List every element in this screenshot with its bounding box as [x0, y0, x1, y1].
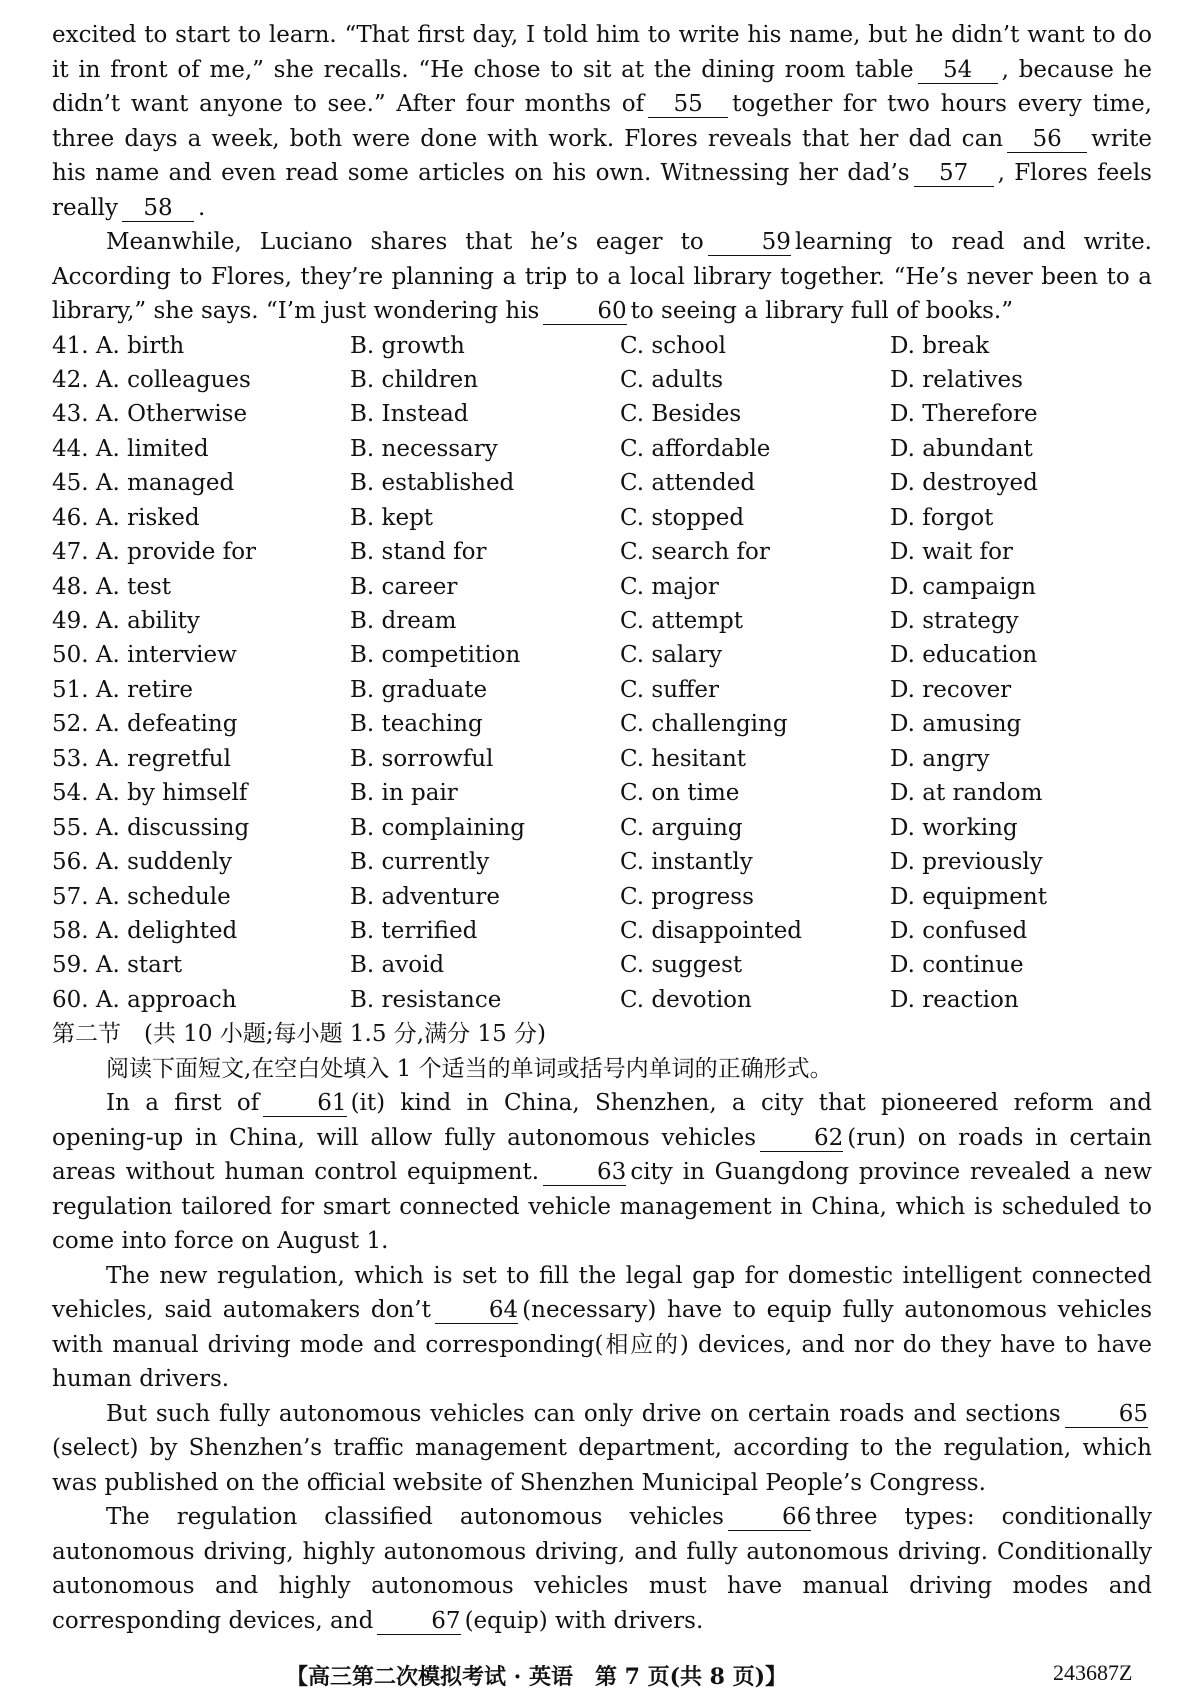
- option-b[interactable]: B. sorrowful: [350, 745, 494, 772]
- option-c[interactable]: C. hesitant: [620, 745, 746, 772]
- option-row: [52, 432, 1152, 466]
- option-a[interactable]: 51. A. retire: [52, 676, 193, 703]
- answer-blank-62[interactable]: 62: [760, 1125, 843, 1152]
- option-c[interactable]: C. suffer: [620, 676, 719, 703]
- option-a[interactable]: 44. A. limited: [52, 435, 209, 462]
- option-d[interactable]: D. abundant: [890, 435, 1033, 462]
- option-a[interactable]: 56. A. suddenly: [52, 849, 232, 876]
- option-a[interactable]: 54. A. by himself: [52, 780, 248, 807]
- option-a[interactable]: 59. A. start: [52, 952, 183, 979]
- option-row: [52, 845, 1152, 879]
- passage-paragraph: [52, 225, 1152, 329]
- answer-blank-54[interactable]: 54: [918, 57, 998, 84]
- option-b[interactable]: B. complaining: [350, 814, 525, 841]
- option-c[interactable]: C. adults: [620, 366, 724, 393]
- option-d[interactable]: D. campaign: [890, 573, 1036, 600]
- answer-blank-56[interactable]: 56: [1007, 126, 1087, 153]
- option-a[interactable]: 41. A. birth: [52, 332, 185, 359]
- passage-paragraph: [52, 1086, 1152, 1259]
- answer-blank-61[interactable]: 61: [263, 1090, 346, 1117]
- option-c[interactable]: C. affordable: [620, 435, 771, 462]
- answer-blank-58[interactable]: 58: [122, 195, 194, 222]
- option-c[interactable]: C. salary: [620, 642, 722, 669]
- option-row: [52, 948, 1152, 982]
- option-d[interactable]: D. break: [890, 332, 990, 359]
- passage-text: learning to read and write. According to Flores, they’re planning a trip to a local library together. “He’s never been to a library,” she says. “I’m just wondering his: [52, 229, 1152, 324]
- option-d[interactable]: D. education: [890, 642, 1038, 669]
- option-b[interactable]: B. adventure: [350, 883, 501, 910]
- footer-code: 243687Z: [1053, 1660, 1133, 1685]
- option-c[interactable]: C. attempt: [620, 608, 743, 634]
- option-c[interactable]: C. attended: [620, 470, 756, 497]
- option-row: [52, 914, 1152, 948]
- options-list: [52, 329, 1152, 1018]
- option-row: [52, 501, 1152, 535]
- option-c[interactable]: C. school: [620, 332, 726, 359]
- passage-paragraph: [52, 1397, 1152, 1501]
- passage-paragraph: [52, 18, 1152, 225]
- option-d[interactable]: D. amusing: [890, 711, 1022, 738]
- passage-text: excited to start to learn. “That first day, I told him to write his name, but he didn’t want to do it in front of me,” she recalls. “He chose to sit at the dining room table: [52, 22, 1152, 83]
- option-row: [52, 570, 1152, 604]
- option-d[interactable]: D. recover: [890, 676, 1012, 703]
- option-c[interactable]: C. on time: [620, 780, 740, 807]
- answer-blank-63[interactable]: 63: [543, 1159, 626, 1186]
- option-row: [52, 604, 1152, 638]
- answer-blank-59[interactable]: 59: [708, 229, 791, 256]
- passage-text: But such fully autonomous vehicles can only drive on certain roads and sections: [106, 1400, 1061, 1427]
- option-c[interactable]: C. search for: [620, 539, 770, 566]
- option-b[interactable]: B. necessary: [350, 435, 498, 462]
- option-d[interactable]: D. at random: [890, 780, 1043, 807]
- option-c[interactable]: C. instantly: [620, 849, 753, 876]
- option-b[interactable]: B. dream: [350, 608, 457, 634]
- option-b[interactable]: B. stand for: [350, 539, 487, 566]
- passage-text: The regulation classified autonomous vehicles: [106, 1504, 724, 1531]
- option-b[interactable]: B. established: [350, 470, 515, 497]
- passage-text: (necessary) have to equip fully autonomous vehicles with manual driving mode and corresponding(相应的) devices, and nor do they have to have human drivers.: [52, 1297, 1152, 1393]
- option-a[interactable]: 52. A. defeating: [52, 711, 238, 738]
- passage-text: (equip) with drivers.: [464, 1607, 704, 1634]
- option-row: [52, 811, 1152, 845]
- option-row: [52, 397, 1152, 431]
- option-d[interactable]: D. equipment: [890, 883, 1047, 910]
- section-heading: 第二节 (共 10 小题;每小题 1.5 分,满分 15 分): [52, 1021, 546, 1048]
- option-d[interactable]: D. strategy: [890, 608, 1019, 634]
- passage-text: , because he didn’t want anyone to see.” After four months of: [52, 56, 1153, 117]
- option-b[interactable]: B. career: [350, 573, 458, 600]
- option-d[interactable]: D. destroyed: [890, 470, 1038, 497]
- option-c[interactable]: C. disappointed: [620, 917, 803, 944]
- option-a[interactable]: 50. A. interview: [52, 642, 237, 669]
- option-b[interactable]: B. avoid: [350, 952, 445, 979]
- answer-blank-66[interactable]: 66: [728, 1504, 811, 1531]
- option-b[interactable]: B. children: [350, 366, 479, 393]
- option-c[interactable]: C. stopped: [620, 504, 745, 531]
- option-d[interactable]: D. previously: [890, 849, 1043, 876]
- option-row: [52, 983, 1152, 1017]
- option-row: [52, 880, 1152, 914]
- option-a[interactable]: 60. A. approach: [52, 986, 237, 1013]
- option-a[interactable]: 49. A. ability: [52, 608, 200, 634]
- passage-text: write his name and even read some articles on his own. Witnessing her dad’s: [52, 125, 1152, 186]
- exam-page: [52, 18, 1152, 1638]
- option-c[interactable]: C. Besides: [620, 401, 742, 428]
- option-d[interactable]: D. relatives: [890, 366, 1023, 393]
- option-c[interactable]: C. challenging: [620, 711, 788, 738]
- option-a[interactable]: 45. A. managed: [52, 470, 235, 497]
- answer-blank-64[interactable]: 64: [435, 1297, 518, 1324]
- option-row: [52, 707, 1152, 741]
- option-row: [52, 363, 1152, 397]
- footer-title: 【高三第二次模拟考试 · 英语 第 7 页(共 8 页)】: [286, 1664, 788, 1690]
- page-footer: [0, 1660, 1200, 1694]
- option-row: [52, 535, 1152, 569]
- option-d[interactable]: D. continue: [890, 952, 1024, 979]
- option-d[interactable]: D. angry: [890, 745, 990, 772]
- answer-blank-60[interactable]: 60: [543, 298, 626, 325]
- answer-blank-65[interactable]: 65: [1065, 1401, 1148, 1428]
- passage-text: to seeing a library full of books.”: [630, 298, 1013, 324]
- option-row: [52, 742, 1152, 776]
- option-d[interactable]: D. wait for: [890, 539, 1013, 566]
- passage-text: (select) by Shenzhen’s traffic management department, according to the regulation, which was published on the official website of Shenzhen Municipal People’s Congress.: [52, 1435, 1152, 1496]
- option-row: [52, 776, 1152, 810]
- option-a[interactable]: 42. A. colleagues: [52, 366, 251, 393]
- passage-text: , Flores feels really: [52, 160, 1152, 221]
- option-c[interactable]: C. arguing: [620, 814, 743, 841]
- passage-text: together for two hours every time, three days a week, both were done with work. Flores reveals that her dad can: [52, 91, 1152, 152]
- passage-text: city in Guangdong province revealed a new regulation tailored for smart connected vehicle management in China, which is scheduled to come into force on August 1.: [52, 1159, 1152, 1255]
- option-c[interactable]: C. progress: [620, 883, 754, 910]
- option-row: [52, 673, 1152, 707]
- passage-paragraph: [52, 1500, 1152, 1638]
- option-a[interactable]: 43. A. Otherwise: [52, 401, 248, 428]
- passage-text: The new regulation, which is set to fill the legal gap for domestic intelligent connected vehicles, said automakers don’t: [52, 1262, 1152, 1324]
- section-instruction: 阅读下面短文,在空白处填入 1 个适当的单词或括号内单词的正确形式。: [106, 1055, 833, 1082]
- passage-paragraph: [52, 1259, 1152, 1397]
- option-row: [52, 638, 1152, 672]
- option-b[interactable]: B. resistance: [350, 986, 502, 1013]
- passage-text: In a first of: [106, 1090, 260, 1117]
- option-c[interactable]: C. devotion: [620, 986, 752, 1013]
- option-a[interactable]: 48. A. test: [52, 573, 172, 600]
- option-d[interactable]: D. confused: [890, 917, 1028, 944]
- option-b[interactable]: B. in pair: [350, 780, 458, 807]
- passage-text: three types: conditionally autonomous driving, highly autonomous driving, and fully autonomous driving. Conditionally autonomous and highly autonomous vehicles must have manual driving modes and corresponding devices, and: [52, 1504, 1152, 1634]
- option-c[interactable]: C. major: [620, 573, 719, 600]
- option-row: [52, 466, 1152, 500]
- option-c[interactable]: C. suggest: [620, 952, 743, 979]
- option-a[interactable]: 58. A. delighted: [52, 917, 238, 944]
- option-b[interactable]: B. teaching: [350, 711, 483, 738]
- option-b[interactable]: B. competition: [350, 642, 521, 669]
- passage-text: (run) on roads in certain areas without human control equipment.: [52, 1124, 1152, 1186]
- option-b[interactable]: B. terrified: [350, 917, 478, 944]
- option-a[interactable]: 47. A. provide for: [52, 539, 257, 566]
- answer-blank-67[interactable]: 67: [377, 1608, 460, 1635]
- option-d[interactable]: D. reaction: [890, 986, 1019, 1013]
- option-b[interactable]: B. growth: [350, 332, 465, 359]
- passage-text: Meanwhile, Luciano shares that he’s eager to: [106, 229, 704, 255]
- passage-text: (it) kind in China, Shenzhen, a city that pioneered reform and opening-up in China, will allow fully autonomous vehicles: [52, 1090, 1152, 1151]
- answer-blank-55[interactable]: 55: [648, 91, 728, 118]
- passage-text: .: [198, 194, 206, 221]
- option-b[interactable]: B. kept: [350, 504, 434, 531]
- option-d[interactable]: D. working: [890, 814, 1018, 841]
- option-b[interactable]: B. currently: [350, 849, 490, 876]
- option-row: [52, 329, 1152, 363]
- option-b[interactable]: B. graduate: [350, 676, 488, 703]
- option-a[interactable]: 55. A. discussing: [52, 814, 250, 841]
- option-a[interactable]: 53. A. regretful: [52, 745, 231, 772]
- option-a[interactable]: 57. A. schedule: [52, 883, 231, 910]
- option-a[interactable]: 46. A. risked: [52, 504, 200, 531]
- option-d[interactable]: D. Therefore: [890, 401, 1038, 428]
- option-d[interactable]: D. forgot: [890, 504, 994, 531]
- answer-blank-57[interactable]: 57: [914, 160, 994, 187]
- option-b[interactable]: B. Instead: [350, 401, 469, 428]
